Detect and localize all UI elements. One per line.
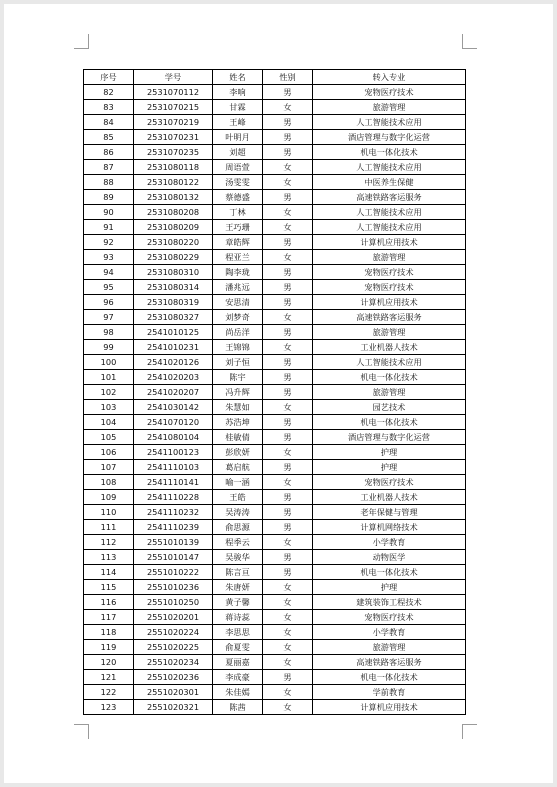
- cell-transfer-major: 计算机应用技术: [313, 295, 466, 310]
- cell-student-id: 2531080314: [134, 280, 213, 295]
- cell-student-id: 2531080220: [134, 235, 213, 250]
- cell-student-id: 2551020225: [134, 640, 213, 655]
- table-row: [84, 85, 466, 100]
- cell-student-id: 2531080122: [134, 175, 213, 190]
- cell-name: 葛启航: [213, 460, 263, 475]
- cell-index: 90: [84, 205, 134, 220]
- cell-transfer-major: 护理: [313, 580, 466, 595]
- cell-name: 彭欣妍: [213, 445, 263, 460]
- cell-student-id: 2541110239: [134, 520, 213, 535]
- table-row: [84, 670, 466, 685]
- cell-student-id: 2531070219: [134, 115, 213, 130]
- cell-index: 84: [84, 115, 134, 130]
- cell-name: 潘兆远: [213, 280, 263, 295]
- cell-gender: 男: [263, 565, 313, 580]
- cell-transfer-major: 机电一体化技术: [313, 145, 466, 160]
- cell-transfer-major: 旅游管理: [313, 250, 466, 265]
- cell-transfer-major: 工业机器人技术: [313, 340, 466, 355]
- header-gender: 性别: [263, 70, 313, 85]
- cell-index: 92: [84, 235, 134, 250]
- cell-gender: 女: [263, 535, 313, 550]
- cell-student-id: 2531080327: [134, 310, 213, 325]
- cell-transfer-major: 中医养生保健: [313, 175, 466, 190]
- cell-name: 陈宇: [213, 370, 263, 385]
- cell-transfer-major: 工业机器人技术: [313, 490, 466, 505]
- cell-name: 冯升辉: [213, 385, 263, 400]
- cell-student-id: 2551020224: [134, 625, 213, 640]
- cell-gender: 男: [263, 235, 313, 250]
- cell-student-id: 2541010231: [134, 340, 213, 355]
- cell-gender: 女: [263, 175, 313, 190]
- cell-index: 98: [84, 325, 134, 340]
- table-row: [84, 370, 466, 385]
- cell-student-id: 2541110141: [134, 475, 213, 490]
- cell-name: 王巧珊: [213, 220, 263, 235]
- cell-name: 蔡德盛: [213, 190, 263, 205]
- transfer-student-table: [83, 69, 466, 715]
- cell-gender: 男: [263, 490, 313, 505]
- cell-index: 97: [84, 310, 134, 325]
- cell-index: 86: [84, 145, 134, 160]
- cell-student-id: 2551020301: [134, 685, 213, 700]
- cell-name: 喻一涵: [213, 475, 263, 490]
- cell-index: 91: [84, 220, 134, 235]
- cell-student-id: 2541080104: [134, 430, 213, 445]
- cell-student-id: 2531080319: [134, 295, 213, 310]
- table-body: [84, 85, 466, 715]
- table-row: [84, 400, 466, 415]
- cell-transfer-major: 旅游管理: [313, 100, 466, 115]
- cell-gender: 男: [263, 415, 313, 430]
- cell-gender: 女: [263, 250, 313, 265]
- table-row: [84, 580, 466, 595]
- cell-name: 汤雯雯: [213, 175, 263, 190]
- cell-index: 88: [84, 175, 134, 190]
- cell-gender: 男: [263, 430, 313, 445]
- cell-student-id: 2541030142: [134, 400, 213, 415]
- cell-student-id: 2541100123: [134, 445, 213, 460]
- table-row: [84, 130, 466, 145]
- cell-transfer-major: 人工智能技术应用: [313, 115, 466, 130]
- cell-index: 93: [84, 250, 134, 265]
- header-name: 姓名: [213, 70, 263, 85]
- cell-gender: 男: [263, 505, 313, 520]
- cell-transfer-major: 动物医学: [313, 550, 466, 565]
- cell-gender: 男: [263, 325, 313, 340]
- cell-transfer-major: 机电一体化技术: [313, 415, 466, 430]
- cell-gender: 女: [263, 475, 313, 490]
- cell-transfer-major: 建筑装饰工程技术: [313, 595, 466, 610]
- crop-mark-bottom-right: [462, 724, 477, 739]
- cell-name: 吴涛涛: [213, 505, 263, 520]
- cell-student-id: 2531070112: [134, 85, 213, 100]
- cell-name: 叶明月: [213, 130, 263, 145]
- cell-index: 123: [84, 700, 134, 715]
- cell-student-id: 2541070120: [134, 415, 213, 430]
- cell-index: 119: [84, 640, 134, 655]
- cell-name: 苏浩坤: [213, 415, 263, 430]
- cell-student-id: 2551010139: [134, 535, 213, 550]
- table-row: [84, 685, 466, 700]
- cell-student-id: 2531070215: [134, 100, 213, 115]
- cell-transfer-major: 计算机应用技术: [313, 700, 466, 715]
- cell-student-id: 2531080209: [134, 220, 213, 235]
- cell-student-id: 2531080118: [134, 160, 213, 175]
- cell-transfer-major: 高速铁路客运服务: [313, 310, 466, 325]
- cell-gender: 男: [263, 280, 313, 295]
- cell-name: 吴骏华: [213, 550, 263, 565]
- table-row: [84, 205, 466, 220]
- cell-transfer-major: 旅游管理: [313, 385, 466, 400]
- cell-index: 87: [84, 160, 134, 175]
- cell-transfer-major: 小学教育: [313, 625, 466, 640]
- cell-gender: 男: [263, 550, 313, 565]
- cell-name: 陈茜: [213, 700, 263, 715]
- cell-student-id: 2551020236: [134, 670, 213, 685]
- cell-gender: 男: [263, 670, 313, 685]
- cell-gender: 女: [263, 220, 313, 235]
- cell-transfer-major: 旅游管理: [313, 640, 466, 655]
- cell-index: 107: [84, 460, 134, 475]
- cell-transfer-major: 学前教育: [313, 685, 466, 700]
- cell-student-id: 2531070231: [134, 130, 213, 145]
- cell-gender: 男: [263, 145, 313, 160]
- cell-name: 刘子恒: [213, 355, 263, 370]
- table-row: [84, 475, 466, 490]
- table-row: [84, 190, 466, 205]
- table-row: [84, 295, 466, 310]
- table-row: [84, 145, 466, 160]
- cell-name: 王峰: [213, 115, 263, 130]
- header-transfer-major: 转入专业: [313, 70, 466, 85]
- cell-student-id: 2551020201: [134, 610, 213, 625]
- cell-student-id: 2551010250: [134, 595, 213, 610]
- cell-name: 李成豪: [213, 670, 263, 685]
- cell-student-id: 2551010236: [134, 580, 213, 595]
- cell-transfer-major: 宠物医疗技术: [313, 610, 466, 625]
- cell-gender: 女: [263, 595, 313, 610]
- table-row: [84, 535, 466, 550]
- table-row: [84, 250, 466, 265]
- table-row: [84, 625, 466, 640]
- cell-gender: 女: [263, 640, 313, 655]
- cell-index: 109: [84, 490, 134, 505]
- cell-gender: 女: [263, 580, 313, 595]
- cell-transfer-major: 高速铁路客运服务: [313, 190, 466, 205]
- cell-index: 100: [84, 355, 134, 370]
- cell-name: 丁林: [213, 205, 263, 220]
- cell-transfer-major: 老年保健与管理: [313, 505, 466, 520]
- cell-index: 121: [84, 670, 134, 685]
- cell-index: 83: [84, 100, 134, 115]
- table-row: [84, 310, 466, 325]
- cell-transfer-major: 宠物医疗技术: [313, 265, 466, 280]
- cell-student-id: 2541010125: [134, 325, 213, 340]
- cell-name: 夏丽嘉: [213, 655, 263, 670]
- cell-index: 105: [84, 430, 134, 445]
- cell-transfer-major: 高速铁路客运服务: [313, 655, 466, 670]
- cell-transfer-major: 护理: [313, 460, 466, 475]
- cell-name: 程亚兰: [213, 250, 263, 265]
- cell-name: 朱慧如: [213, 400, 263, 415]
- table-row: [84, 100, 466, 115]
- table-row: [84, 265, 466, 280]
- table-row: [84, 280, 466, 295]
- table-row: [84, 415, 466, 430]
- table-row: [84, 640, 466, 655]
- cell-gender: 女: [263, 340, 313, 355]
- cell-transfer-major: 机电一体化技术: [313, 670, 466, 685]
- document-page: [4, 4, 553, 783]
- cell-gender: 女: [263, 625, 313, 640]
- table-row: [84, 565, 466, 580]
- cell-name: 章皓辉: [213, 235, 263, 250]
- cell-index: 120: [84, 655, 134, 670]
- cell-gender: 女: [263, 310, 313, 325]
- table-row: [84, 610, 466, 625]
- cell-index: 94: [84, 265, 134, 280]
- cell-name: 王皓: [213, 490, 263, 505]
- table-row: [84, 505, 466, 520]
- table-row: [84, 115, 466, 130]
- cell-gender: 女: [263, 160, 313, 175]
- table-row: [84, 220, 466, 235]
- cell-student-id: 2551010147: [134, 550, 213, 565]
- cell-transfer-major: 酒店管理与数字化运营: [313, 430, 466, 445]
- cell-gender: 女: [263, 205, 313, 220]
- cell-student-id: 2551020321: [134, 700, 213, 715]
- cell-name: 俞思源: [213, 520, 263, 535]
- cell-gender: 女: [263, 100, 313, 115]
- cell-index: 101: [84, 370, 134, 385]
- cell-transfer-major: 小学教育: [313, 535, 466, 550]
- cell-index: 114: [84, 565, 134, 580]
- cell-index: 118: [84, 625, 134, 640]
- cell-name: 陈言亘: [213, 565, 263, 580]
- cell-gender: 男: [263, 130, 313, 145]
- cell-gender: 男: [263, 265, 313, 280]
- crop-mark-top-left: [74, 34, 89, 49]
- cell-name: 朱佳嫣: [213, 685, 263, 700]
- cell-index: 102: [84, 385, 134, 400]
- cell-index: 113: [84, 550, 134, 565]
- cell-gender: 男: [263, 115, 313, 130]
- table-row: [84, 460, 466, 475]
- cell-index: 115: [84, 580, 134, 595]
- crop-mark-bottom-left: [74, 724, 89, 739]
- table-row: [84, 520, 466, 535]
- cell-name: 李思思: [213, 625, 263, 640]
- cell-index: 104: [84, 415, 134, 430]
- table-row: [84, 490, 466, 505]
- cell-gender: 男: [263, 85, 313, 100]
- cell-transfer-major: 护理: [313, 445, 466, 460]
- table-row: [84, 430, 466, 445]
- cell-student-id: 2551020234: [134, 655, 213, 670]
- cell-index: 85: [84, 130, 134, 145]
- cell-name: 李响: [213, 85, 263, 100]
- cell-student-id: 2531080208: [134, 205, 213, 220]
- cell-index: 116: [84, 595, 134, 610]
- cell-gender: 男: [263, 520, 313, 535]
- cell-gender: 男: [263, 190, 313, 205]
- table-row: [84, 700, 466, 715]
- cell-name: 黄子馨: [213, 595, 263, 610]
- cell-transfer-major: 人工智能技术应用: [313, 160, 466, 175]
- cell-index: 112: [84, 535, 134, 550]
- cell-gender: 男: [263, 355, 313, 370]
- cell-index: 103: [84, 400, 134, 415]
- cell-student-id: 2541110232: [134, 505, 213, 520]
- table-row: [84, 385, 466, 400]
- cell-transfer-major: 计算机应用技术: [313, 235, 466, 250]
- cell-transfer-major: 宠物医疗技术: [313, 85, 466, 100]
- cell-gender: 男: [263, 295, 313, 310]
- table-row: [84, 355, 466, 370]
- cell-index: 99: [84, 340, 134, 355]
- header-student-id: 学号: [134, 70, 213, 85]
- table-row: [84, 235, 466, 250]
- cell-gender: 男: [263, 370, 313, 385]
- cell-name: 刘梦奇: [213, 310, 263, 325]
- cell-index: 110: [84, 505, 134, 520]
- cell-index: 96: [84, 295, 134, 310]
- cell-student-id: 2541110228: [134, 490, 213, 505]
- cell-index: 82: [84, 85, 134, 100]
- cell-transfer-major: 人工智能技术应用: [313, 355, 466, 370]
- cell-transfer-major: 计算机网络技术: [313, 520, 466, 535]
- cell-index: 117: [84, 610, 134, 625]
- table-row: [84, 595, 466, 610]
- cell-transfer-major: 宠物医疗技术: [313, 475, 466, 490]
- crop-mark-top-right: [462, 34, 477, 49]
- cell-transfer-major: 人工智能技术应用: [313, 205, 466, 220]
- cell-transfer-major: 人工智能技术应用: [313, 220, 466, 235]
- cell-student-id: 2541110103: [134, 460, 213, 475]
- table-row: [84, 160, 466, 175]
- cell-name: 甘霖: [213, 100, 263, 115]
- cell-index: 95: [84, 280, 134, 295]
- cell-name: 朱唐妍: [213, 580, 263, 595]
- cell-index: 122: [84, 685, 134, 700]
- cell-transfer-major: 酒店管理与数字化运营: [313, 130, 466, 145]
- cell-name: 程季云: [213, 535, 263, 550]
- table-header-row: [84, 70, 466, 85]
- cell-gender: 女: [263, 685, 313, 700]
- cell-gender: 男: [263, 460, 313, 475]
- table-row: [84, 445, 466, 460]
- cell-name: 尚岳洋: [213, 325, 263, 340]
- cell-name: 俞夏雯: [213, 640, 263, 655]
- cell-student-id: 2541020203: [134, 370, 213, 385]
- cell-transfer-major: 旅游管理: [313, 325, 466, 340]
- cell-gender: 女: [263, 445, 313, 460]
- cell-student-id: 2531080229: [134, 250, 213, 265]
- table-row: [84, 655, 466, 670]
- cell-gender: 女: [263, 700, 313, 715]
- cell-gender: 女: [263, 400, 313, 415]
- cell-student-id: 2531070235: [134, 145, 213, 160]
- cell-index: 108: [84, 475, 134, 490]
- cell-name: 刘超: [213, 145, 263, 160]
- table-row: [84, 340, 466, 355]
- cell-index: 89: [84, 190, 134, 205]
- cell-name: 周语萱: [213, 160, 263, 175]
- cell-name: 安思清: [213, 295, 263, 310]
- cell-gender: 女: [263, 655, 313, 670]
- cell-student-id: 2551010222: [134, 565, 213, 580]
- cell-index: 106: [84, 445, 134, 460]
- cell-student-id: 2531080310: [134, 265, 213, 280]
- cell-name: 蒋诗蕊: [213, 610, 263, 625]
- cell-student-id: 2541020126: [134, 355, 213, 370]
- cell-gender: 男: [263, 385, 313, 400]
- cell-gender: 女: [263, 610, 313, 625]
- cell-student-id: 2531080132: [134, 190, 213, 205]
- table-row: [84, 175, 466, 190]
- cell-transfer-major: 宠物医疗技术: [313, 280, 466, 295]
- cell-transfer-major: 机电一体化技术: [313, 565, 466, 580]
- table-row: [84, 325, 466, 340]
- header-index: 序号: [84, 70, 134, 85]
- cell-name: 王锦锦: [213, 340, 263, 355]
- cell-name: 桂敏倩: [213, 430, 263, 445]
- cell-student-id: 2541020207: [134, 385, 213, 400]
- table-row: [84, 550, 466, 565]
- cell-transfer-major: 机电一体化技术: [313, 370, 466, 385]
- cell-index: 111: [84, 520, 134, 535]
- cell-transfer-major: 园艺技术: [313, 400, 466, 415]
- cell-name: 陶李珑: [213, 265, 263, 280]
